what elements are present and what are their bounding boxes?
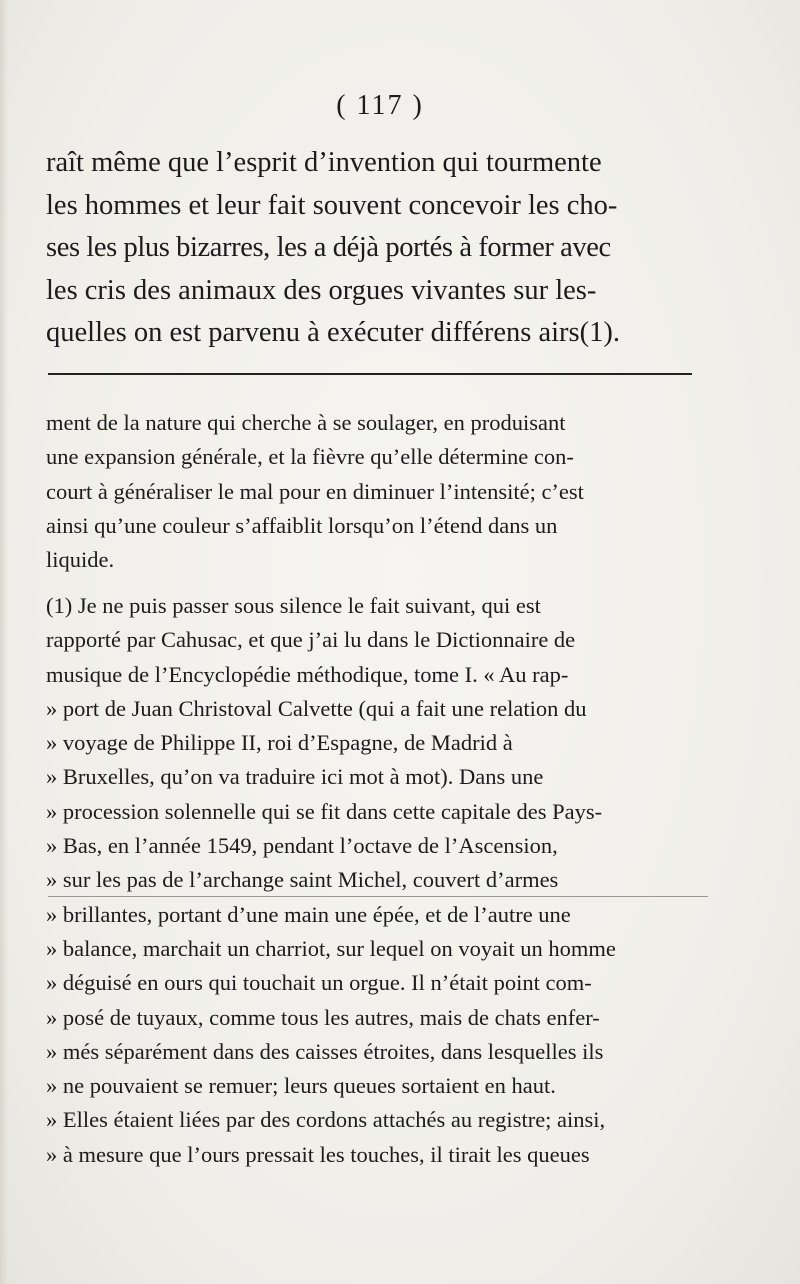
footnote-line: » Bruxelles, qu’on va traduire ici mot à mot). Dans une bbox=[46, 764, 544, 790]
page-edge-shadow bbox=[0, 0, 8, 1284]
footnote-line: » posé de tuyaux, comme tous les autres, mais de chats enfer- bbox=[46, 1004, 600, 1030]
footnote-line: » voyage de Philippe II, roi d’Espagne, de Madrid à bbox=[46, 730, 513, 756]
note-line: ainsi qu’une couleur s’affaiblit lorsqu’on l’étend dans un bbox=[46, 512, 558, 538]
footnote-line: » brillantes, portant d’une main une épée, et de l’autre une bbox=[46, 901, 571, 927]
footnote-line: » més séparément dans des caisses étroites, dans lesquelles ils bbox=[46, 1038, 604, 1064]
footnote-line: » à mesure que l’ours pressait les touches, il tirait les queues bbox=[46, 1141, 590, 1167]
note-line: court à généraliser le mal pour en diminuer l’intensité; c’est bbox=[46, 478, 584, 504]
footnote-line: » déguisé en ours qui touchait un orgue. Il n’était point com- bbox=[46, 970, 592, 996]
footnote-line: » procession solennelle qui se fit dans cette capitale des Pays- bbox=[46, 798, 603, 824]
faint-ruled-line bbox=[48, 896, 708, 897]
note-line: liquide. bbox=[46, 547, 115, 573]
footnote-line: » port de Juan Christoval Calvette (qui a fait une relation du bbox=[46, 695, 587, 721]
footnote-line: (1) Je ne puis passer sous silence le fait suivant, qui est bbox=[46, 593, 541, 618]
note-continuation bbox=[46, 406, 710, 577]
footnote-line: » sur les pas de l’archange saint Michel, couvert d’armes bbox=[46, 867, 559, 893]
main-text-line: ses les plus bizarres, les a déjà portés à former avec bbox=[46, 232, 611, 263]
footnote-line: » ne pouvaient se remuer; leurs queues sortaient en haut. bbox=[46, 1073, 556, 1099]
footnote-line: musique de l’Encyclopédie méthodique, tome I. « Au rap- bbox=[46, 661, 569, 687]
main-text-line: les hommes et leur fait souvent concevoir les cho- bbox=[46, 189, 618, 221]
footnote-separator bbox=[48, 373, 692, 375]
page-number: ( 117 ) bbox=[336, 90, 424, 121]
footnote-line: » Bas, en l’année 1549, pendant l’octave de l’Ascension, bbox=[46, 833, 558, 859]
note-line: une expansion générale, et la fièvre qu’elle détermine con- bbox=[46, 444, 574, 470]
footnote-1 bbox=[46, 589, 710, 1172]
main-text-line: raît même que l’esprit d’invention qui tourmente bbox=[46, 147, 602, 178]
footnote-line: rapporté par Cahusac, et que j’ai lu dans le Dictionnaire de bbox=[46, 627, 576, 653]
main-text-line: quelles on est parvenu à exécuter différens airs(1). bbox=[46, 317, 620, 348]
footnote-line: » balance, marchait un charriot, sur lequel on voyait un homme bbox=[46, 935, 616, 961]
main-text-line: les cris des animaux des orgues vivantes sur les- bbox=[46, 274, 597, 306]
main-paragraph bbox=[46, 142, 694, 355]
footnote-line: » Elles étaient liées par des cordons attachés au registre; ainsi, bbox=[46, 1107, 606, 1133]
note-line: ment de la nature qui cherche à se soulager, en produisant bbox=[46, 410, 566, 435]
